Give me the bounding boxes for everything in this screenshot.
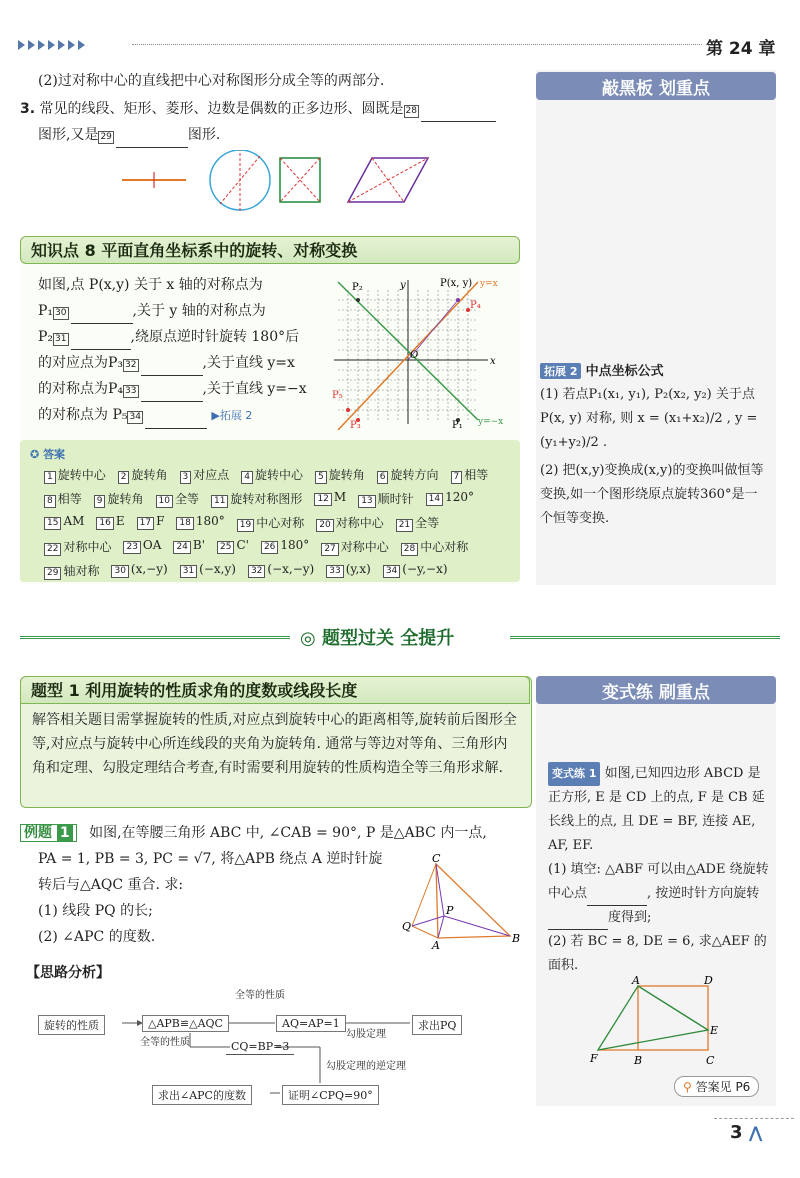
example1-q1: (1) 线段 PQ 的长; [38,903,153,919]
answer-item: 8 相等 [44,490,82,508]
intro-item3 [20,96,525,122]
analysis-flowchart [30,985,510,1110]
extension2-p1: (1) 若点P₁(x₁, y₁), P₂(x₂, y₂) 关于点 [540,387,755,402]
answer-item: 19 中心对称 [237,514,304,532]
variant1-blank-degree[interactable] [548,915,608,930]
label-pxy: P(x, y) [440,278,473,289]
label-p3: P₃ [350,420,361,430]
answer-item: 10 全等 [156,490,199,508]
coordinate-graph [328,272,508,430]
flow-note-3: 全等的性质 [140,1037,190,1048]
flow-note-4: 勾股定理的逆定理 [326,1061,406,1072]
answer-item: 21 全等 [396,514,439,532]
label-p2: P₂ [352,282,363,293]
answer-item: 32 (−x,−y) [248,562,314,580]
blank-32[interactable] [141,361,203,376]
compass-icon: ⋀ [748,1123,763,1142]
extension2-block [540,360,770,531]
blank-29[interactable] [116,133,188,148]
k8-line5: 的对称点为P₄ 33 ,关于直线 y=−x [38,376,328,402]
intro-line2: (2)过对称中心的直线把中心对称图形分成全等的两部分. [38,73,385,89]
flow-box-3: AQ=AP=1 [276,1015,346,1032]
variant1-q2: (2) 若 BC = 8, DE = 6, 求△AEF 的面积. [548,934,767,973]
answer-item: 9 旋转角 [94,490,144,508]
item3-text-c: 图形. [187,127,221,143]
tri-label-b: B [512,932,521,945]
flow-box-5: CQ=BP=3 [226,1039,294,1055]
answer-item: 15 AM [44,514,84,532]
answer-item: 6 旋转方向 [377,466,439,484]
variant1-square-figure [588,974,728,1066]
type1-title: 题型 1 利用旋转的性质求角的度数或线段长度 [31,681,358,700]
label-p5: P₅ [332,390,343,401]
type1-desc: 解答相关题目需掌握旋转的性质,对应点到旋转中心的距离相等,旋转前后图形全等,对应点与旋转中心所连线段的夹角为旋转角. 通常与等边对等角、三角形内角和定理、勾股定理结合考查,有时需要利用旋转的性质构造全等三角形求解. [32,712,517,776]
label-ynx: y=−x [478,417,504,427]
symmetric-shapes-figure [110,150,440,220]
answer-item: 33 (y,x) [326,562,371,580]
extension2-tag: 拓展 2 [540,363,581,379]
answer-item: 27 对称中心 [321,538,388,556]
variant1-q1c: 度得到; [548,906,770,930]
sq-label-b: B [634,1054,643,1066]
intro-item3-line2 [38,122,220,148]
answer-item: 23 OA [123,538,161,556]
tri-label-p: P [446,904,454,917]
blank-31[interactable] [71,335,131,350]
example1-line3: 转后与△AQC 重合. 求: [38,877,184,893]
answer-item: 34 (−y,−x) [383,562,448,580]
blank-33[interactable] [141,387,203,402]
knowledge8-title: 知识点 8 平面直角坐标系中的旋转、对称变换 [31,241,358,260]
flow-box-1: 旋转的性质 [38,1015,105,1035]
variant1-blank-center[interactable] [587,891,647,906]
answer-item: 4 旋转中心 [241,466,303,484]
blank-30[interactable] [71,309,133,324]
sq-label-f: F [590,1052,598,1065]
flow-box-7: 证明∠CPQ=90° [282,1085,379,1105]
example1-triangle-figure [398,850,528,950]
answer-item: 18 180° [176,514,224,532]
answer-item: 1 旋转中心 [44,466,106,484]
answer-item: 20 对称中心 [316,514,383,532]
example1-q2: (2) ∠APC 的度数. [38,929,156,945]
variant1-text: 如图,已知四边形 ABCD 是正方形, E 是 CD 上的点, F 是 CB 延长线上的点, 且 DE = BF, 连接 AE, AF, EF. [548,766,765,853]
label-yx: y=x [480,279,498,289]
knowledge8-text [38,272,328,429]
answer-item: 24 B' [173,538,205,556]
answer-item: 30 (x,−y) [111,562,167,580]
variant1-tag: 变式练 1 [548,762,600,786]
blank-28-num: 28 [405,106,417,116]
answer-ref[interactable]: ⚲ 答案见 P6 [674,1076,759,1097]
answers-grid [44,466,514,580]
pin-icon: ⚲ [683,1080,692,1094]
knowledge8-title-box [20,236,520,264]
k8-line6: 的对称点为 P₅ 34 ▶拓展 2 [38,402,328,429]
sidebar-top-title: 敲黑板 划重点 [536,72,776,100]
variant1-q1: (1) 填空: △ABF 可以由△ADE 绕旋转中心点 , 按逆时针方向旋转 [548,858,770,906]
answer-item: 5 旋转角 [315,466,365,484]
example1-line1: 如图,在等腰三角形 ABC 中, ∠CAB = 90°, P 是△ABC 内一点, [89,825,487,841]
section-icon: ◎ [300,628,316,649]
sidebar-bottom-title: 变式练 刷重点 [536,676,776,704]
k8-line1: 如图,点 P(x,y) 关于 x 轴的对称点为 [38,277,263,293]
flow-box-6: 求出∠APC的度数 [152,1085,252,1105]
type1-title-box [20,676,530,704]
item3-number: 3. [20,101,36,117]
extend-link[interactable]: ▶拓展 2 [211,409,253,422]
answers-label: ✪ 答案 [30,448,66,461]
answer-item: 7 相等 [451,466,489,484]
blank-28[interactable] [421,107,496,122]
analysis-title: 【思路分析】 [26,965,110,981]
bulb-icon: ✪ [30,448,40,461]
example1-line2: PA = 1, PB = 3, PC = √7, 将△APB 绕点 A 逆时针旋 [38,851,383,867]
sq-label-a: A [632,974,640,987]
page-corner-line [714,1118,794,1119]
header-arrow-dots [18,40,128,50]
answer-item: 26 180° [261,538,309,556]
blank-34[interactable] [145,414,207,429]
k8-line4: 的对应点为P₃ 32 ,关于直线 y=x [38,350,328,376]
answer-item: 3 对应点 [180,466,230,484]
flow-note-1: 全等的性质 [235,990,285,1001]
blank-29-num: 29 [100,132,112,142]
sq-label-c: C [706,1054,715,1066]
label-o: O [410,350,419,361]
label-x: x [490,356,496,367]
extension2-title: 中点坐标公式 [585,364,664,379]
answer-item: 16 E [96,514,124,532]
flow-box-4: 求出PQ [412,1015,462,1035]
answer-item: 14 120° [426,490,474,508]
item3-text-b: 图形,又是 [38,127,99,143]
answer-item: 25 C' [217,538,249,556]
sq-label-d: D [704,974,713,987]
answer-item: 29 轴对称 [44,562,99,580]
label-p1: P₁ [452,420,463,430]
section-band [20,624,780,650]
k8-line3: P₂ 31 ,绕原点逆时针旋转 180°后 [38,324,328,350]
answer-item: 31 (−x,y) [180,562,236,580]
k8-line2: P₁ 30 ,关于 y 轴的对称点为 [38,298,328,324]
chapter-label: 第 24 章 [706,39,776,59]
section-title: 题型过关 全提升 [322,628,455,649]
extension2-p2: (2) 把(x,y)变换成(x,y)的变换叫做恒等变换,如一个图形绕原点旋转360°是一个恒等变换. [540,463,764,526]
answer-item: 22 对称中心 [44,538,111,556]
tri-label-c: C [432,852,441,865]
answer-item: 28 中心对称 [401,538,468,556]
label-p4: P₄ [470,300,481,311]
label-y: y [400,280,406,291]
item3-text-a: 常见的线段、矩形、菱形、边数是偶数的正多边形、圆既是 [39,101,404,117]
answer-item: 13 顺时针 [358,490,413,508]
answer-item: 2 旋转角 [118,466,168,484]
sq-label-e: E [710,1024,719,1037]
variant1-block [548,762,770,978]
answer-item: 12 M [314,490,346,508]
answer-item: 17 F [137,514,165,532]
page-number: 3 ⋀ [730,1122,763,1143]
flow-box-2: △APB≌△AQC [142,1015,229,1032]
header-divider [132,44,702,45]
answer-item: 11 旋转对称图形 [211,490,302,508]
extension2-p1b: P(x, y) 对称, 则 x = (x₁+x₂)/2 , y = (y₁+y₂)/2 . [540,411,758,450]
flow-note-2: 勾股定理 [346,1029,386,1040]
tri-label-a: A [432,939,440,950]
example-label: 例题 1 [20,824,77,842]
tri-label-q: Q [402,920,412,933]
